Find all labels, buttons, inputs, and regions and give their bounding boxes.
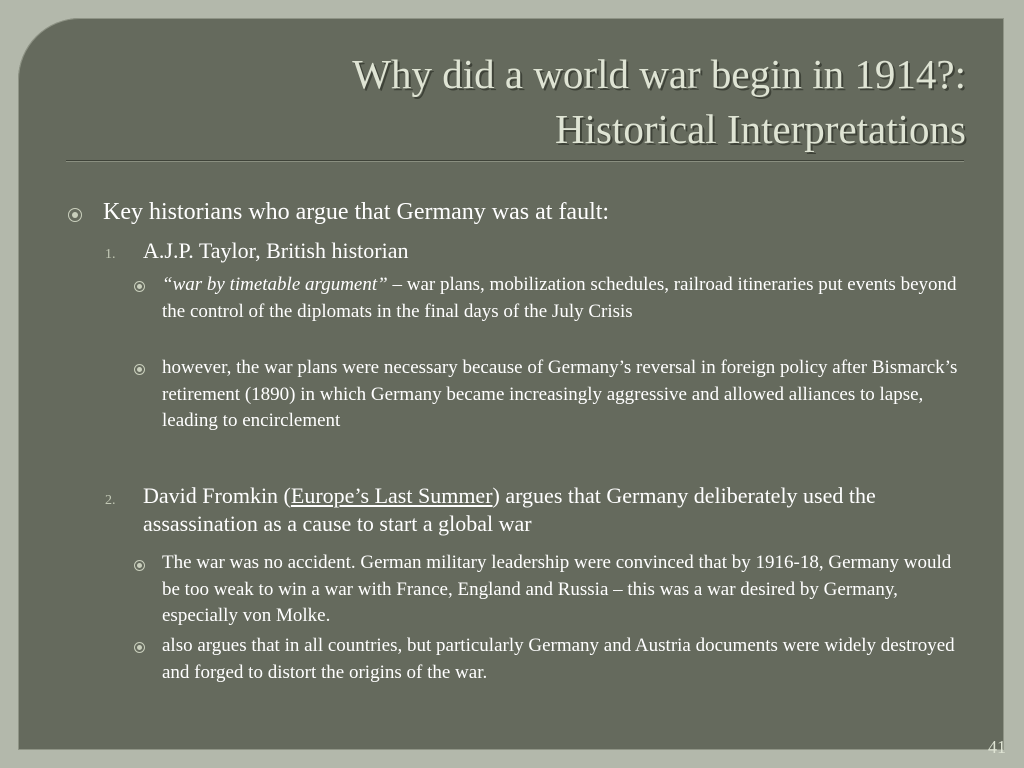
intro-text: Key historians who argue that Germany was at fault: [103, 199, 610, 225]
item-2-point-1: The war was no accident. German military leadership were convinced that by 1916-18, Germany would be too weak to win a war with France, England and Russia – this was a war desired by Germany, especially von Molke. [162, 552, 952, 626]
title-line-2: Historical Interpretations [554, 106, 966, 152]
heading-text: ) argues that Germany deliberately used the assassination as a cause to start a global war [143, 483, 876, 536]
item-1-point-1 [162, 272, 962, 325]
quote-text: “war by timetable argument” [162, 274, 388, 295]
item-2-heading [143, 482, 943, 538]
item-2-point-2: also argues that in all countries, but particularly Germany and Austria documents were widely destroyed and forged to distort the origins of the war. [162, 635, 955, 683]
title-line-1: Why did a world war begin in 1914?: [352, 51, 966, 97]
circle-bullet-icon [134, 560, 145, 571]
book-title: Europe’s Last Summer [290, 483, 493, 508]
item-1-heading: A.J.P. Taylor, British historian [143, 238, 409, 263]
circle-bullet-icon [134, 642, 145, 653]
list-number-2: 2. [105, 493, 116, 508]
circle-bullet-icon [68, 208, 82, 222]
circle-bullet-icon [134, 364, 145, 375]
list-number-1: 1. [105, 247, 116, 262]
heading-text: David Fromkin ( [143, 483, 291, 508]
item-1-point-2: however, the war plans were necessary because of Germany’s reversal in foreign policy after Bismarck’s retirement (1890) in which Germany became increasingly aggressive and allowed alliances to lapse, leading to encirclement [162, 357, 958, 431]
page-number: 41 [988, 737, 1006, 757]
circle-bullet-icon [134, 281, 145, 292]
title-divider [66, 160, 964, 162]
point-text: – war plans, mobilization schedules, railroad itineraries put events beyond the control of the diplomats in the final days of the July Crisis [162, 274, 957, 322]
slide-title [80, 47, 966, 157]
